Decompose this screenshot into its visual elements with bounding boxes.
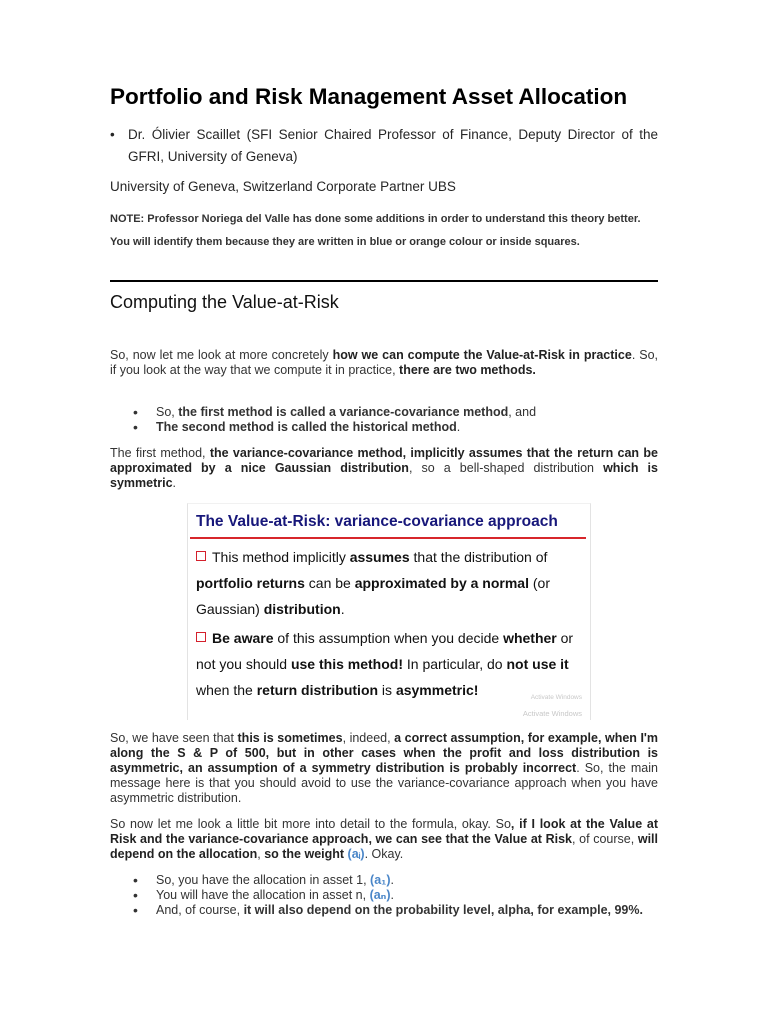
list-item: • So, the first method is called a variance-covariance method, and — [156, 405, 658, 420]
note-paragraph: NOTE: Professor Noriega del Valle has done some additions in order to understand this theory better. You will identify them because they are written in blue or orange colour or inside squares. — [110, 213, 641, 248]
list-item: • You will have the allocation in asset n, (aₙ). — [156, 888, 658, 903]
watermark: Activate Windows — [522, 709, 582, 718]
checkbox-icon — [196, 632, 206, 642]
watermark: Activate Windows — [530, 694, 582, 701]
allocation-list — [110, 873, 658, 918]
list-item: • The second method is called the historical method. — [156, 420, 658, 435]
paragraph-formula: So now let me look a little bit more into detail to the formula, okay. So, if I look at the Value at Risk and the variance-covariance approach, we can see that the Value at Risk, of course, will depend on the allocation, so the weight (aᵢ). Okay. — [110, 817, 658, 861]
university-line: University of Geneva, Switzerland Corporate Partner UBS — [110, 179, 456, 194]
paragraph-first-method: The first method, the variance-covariance method, implicitly assumes that the return can be approximated by a nice Gaussian distribution, so a bell-shaped distribution which is symmetric. — [110, 446, 658, 490]
paragraph-assumption: So, we have seen that this is sometimes, indeed, a correct assumption, for example, when I'm along the S & P of 500, but in other cases when the profit and loss distribution is asymmetric, an assumption of a symmetry distribution is probably incorrect. So, the main message here is that you should avoid to use the variance-covariance approach when you have asymmetric distribution. — [110, 731, 659, 805]
paragraph-intro: So, now let me look at more concretely how we can compute the Value-at-Risk in practice. So, if you look at the way that we compute it in practice, there are two methods. — [110, 348, 658, 377]
author-text: Dr. Ólivier Scaillet (SFI Senior Chaired Professor of Finance, Deputy Director of the GFRI, University of Geneva) — [128, 127, 658, 164]
checkbox-icon — [196, 551, 206, 561]
slide-point-1: This method implicitly assumes that the distribution of portfolio returns can be approximated by a normal (or Gaussian) distribution. — [196, 549, 550, 617]
slide-point-2: Be aware of this assumption when you decide whether or not you should use this method! In particular, do not use it when the return distribution is asymmetric! — [196, 630, 574, 698]
list-item: • So, you have the allocation in asset 1, (a₁). — [156, 873, 658, 888]
bullet: • — [110, 127, 115, 142]
horizontal-rule — [110, 280, 658, 282]
list-item: • And, of course, it will also depend on the probability level, alpha, for example, 99%. — [156, 903, 658, 918]
slide-title-rule — [190, 537, 586, 539]
page-title: Portfolio and Risk Management Asset Allocation — [110, 84, 628, 109]
methods-list — [110, 405, 658, 435]
section-heading: Computing the Value-at-Risk — [110, 292, 339, 312]
author-line — [110, 124, 658, 168]
slide-title: The Value-at-Risk: variance-covariance approach — [196, 513, 558, 530]
slide-image — [187, 503, 591, 720]
